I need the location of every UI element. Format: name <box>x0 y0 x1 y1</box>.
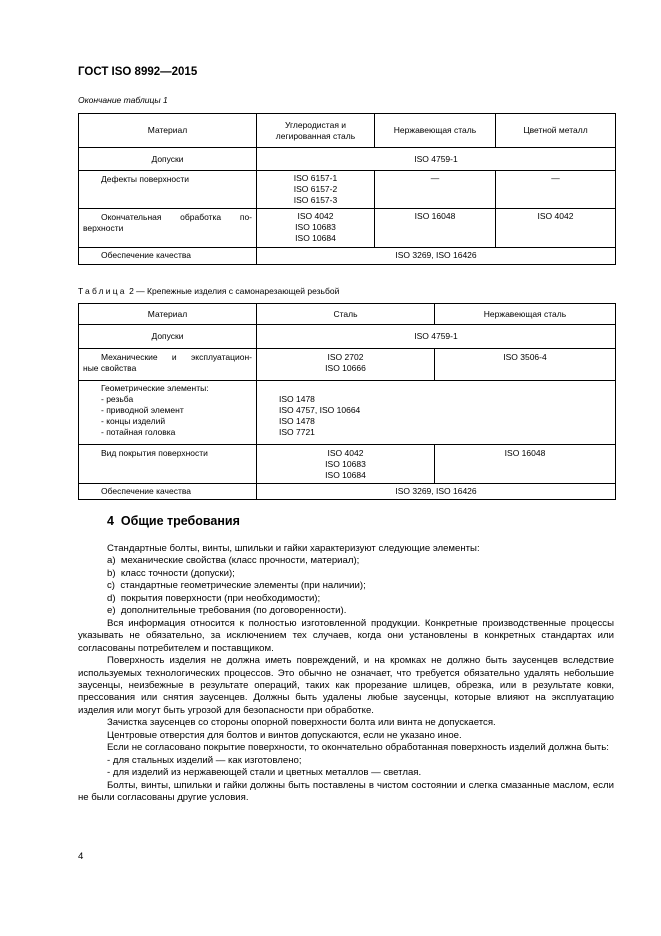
table2-row-label: Геометрические элементы: - резьба - приводной элемент - концы изделий - потайная головка <box>79 381 257 445</box>
table-row <box>79 171 616 209</box>
table2-row-cell: ISO 3506-4 <box>435 349 616 381</box>
table2-row-label <box>79 349 257 381</box>
paragraph: Если не согласовано покрытие поверхности, то окончательно обработанная поверхность изделий должна быть: <box>107 742 609 754</box>
section-body <box>78 543 614 805</box>
table1-row-label: Обеспечение качества <box>79 248 257 265</box>
section-title: 4 Общие требования <box>107 514 240 528</box>
table-row <box>79 445 616 484</box>
table-row <box>79 148 616 171</box>
page-number: 4 <box>78 851 84 862</box>
table1-header-nonferrous: Цветной металл <box>496 114 616 148</box>
paragraph: Вся информация относится к полностью изготовленной продукции. Конкретные производственные процессы указывать не обязательно, за исключением тех случаев, когда они установлены в конкретных стандартах или согласованы потребителем и поставщиком. <box>78 617 614 654</box>
table2-row-value: ISO 1478 ISO 4757, ISO 10664 ISO 1478 ISO 7721 <box>257 381 616 445</box>
paragraph: Поверхность изделия не должна иметь повреждений, и на кромках не должно быть заусенцев вследствие используемых технологических процессов. Это обычно не означает, что требуется обязательно удалять небольшие заусенцы, неизбежные в результате операций, таких как прорезание шлицев, обрезка, или в результате ковки, прессования или снятия заусенцев. Должны быть удалены любые заусенцы, которые влияют на эксплуатацию изделия или могут быть угрозой для безопасности при обработке. <box>78 655 614 716</box>
table1-header-stainless: Нержавеющая сталь <box>375 114 496 148</box>
table2-label-line: ные свойства <box>83 363 137 373</box>
table1-header-carbon-steel: Углеродистая и легированная сталь <box>257 114 375 148</box>
paragraph: Центровые отверстия для болтов и винтов допускаются, если не указано иное. <box>107 729 462 741</box>
table1-row-value: ISO 4759-1 <box>257 148 616 171</box>
table2-row-label: Обеспечение качества <box>79 484 257 500</box>
table1-row-cell: ISO 16048 <box>375 209 496 248</box>
list-item: b) класс точности (допуски); <box>107 567 235 579</box>
table1-label-line: верхности <box>83 223 124 233</box>
table1-header-material: Материал <box>79 114 257 148</box>
table1-row-cell: — <box>496 171 616 209</box>
table1-row-cell: ISO 4042 <box>496 209 616 248</box>
dash-item: - для стальных изделий — как изготовлено; <box>107 754 302 766</box>
table2-row-cell: ISO 4042 ISO 10683 ISO 10684 <box>257 445 435 484</box>
table-row <box>79 484 616 500</box>
standard-header: ГОСТ ISO 8992—2015 <box>78 66 198 78</box>
table2-row-cell: ISO 16048 <box>435 445 616 484</box>
list-item: а) механические свойства (класс прочности, материал); <box>107 555 360 567</box>
table1-row-cell: — <box>375 171 496 209</box>
table-row <box>79 325 616 349</box>
table2-caption-prefix: Таблица <box>78 286 127 296</box>
table2-header-row <box>79 304 616 325</box>
dash-item: - для изделий из нержавеющей стали и цветных металлов — светлая. <box>107 767 422 779</box>
table2-label-line: Механические и эксплуатацион- <box>101 352 252 362</box>
table-row <box>79 209 616 248</box>
table-row <box>79 248 616 265</box>
table2-row-cell: ISO 2702 ISO 10666 <box>257 349 435 381</box>
table1-label-line: Окончательная обработка по- <box>101 212 252 222</box>
table1-caption: Окончание таблицы 1 <box>78 95 168 105</box>
table2-header-stainless: Нержавеющая сталь <box>435 304 616 325</box>
table2 <box>78 303 616 500</box>
table2-caption <box>78 286 339 296</box>
list-item: е) дополнительные требования (по договоренности). <box>107 605 347 617</box>
table2-row-value: ISO 3269, ISO 16426 <box>257 484 616 500</box>
table-row <box>79 349 616 381</box>
table1-row-label: Допуски <box>79 148 257 171</box>
paragraph: Зачистка заусенцев со стороны опорной поверхности болта или винта не допускается. <box>107 717 496 729</box>
list-item: c) стандартные геометрические элементы (при наличии); <box>107 580 366 592</box>
table2-header-steel: Сталь <box>257 304 435 325</box>
table-row <box>79 381 616 445</box>
table1-row-cell: ISO 6157-1 ISO 6157-2 ISO 6157-3 <box>257 171 375 209</box>
table2-header-material: Материал <box>79 304 257 325</box>
table1 <box>78 113 616 265</box>
paragraph: Болты, винты, шпильки и гайки должны быть поставлены в чистом состоянии и слегка смазанные маслом, если не были согласованы другие условия. <box>78 779 614 804</box>
table1-header-row <box>79 114 616 148</box>
paragraph: Стандартные болты, винты, шпильки и гайки характеризуют следующие элементы: <box>107 543 480 554</box>
table2-row-label: Вид покрытия поверхности <box>79 445 257 484</box>
table1-row-label: Дефекты поверхности <box>79 171 257 209</box>
table1-row-cell: ISO 4042 ISO 10683 ISO 10684 <box>257 209 375 248</box>
table1-row-value: ISO 3269, ISO 16426 <box>257 248 616 265</box>
list-item: d) покрытия поверхности (при необходимости); <box>107 592 321 604</box>
table2-row-value: ISO 4759-1 <box>257 325 616 349</box>
table2-row-label: Допуски <box>79 325 257 349</box>
table2-caption-text: 2 — Крепежные изделия с самонарезающей резьбой <box>126 286 340 296</box>
table1-row-label <box>79 209 257 248</box>
